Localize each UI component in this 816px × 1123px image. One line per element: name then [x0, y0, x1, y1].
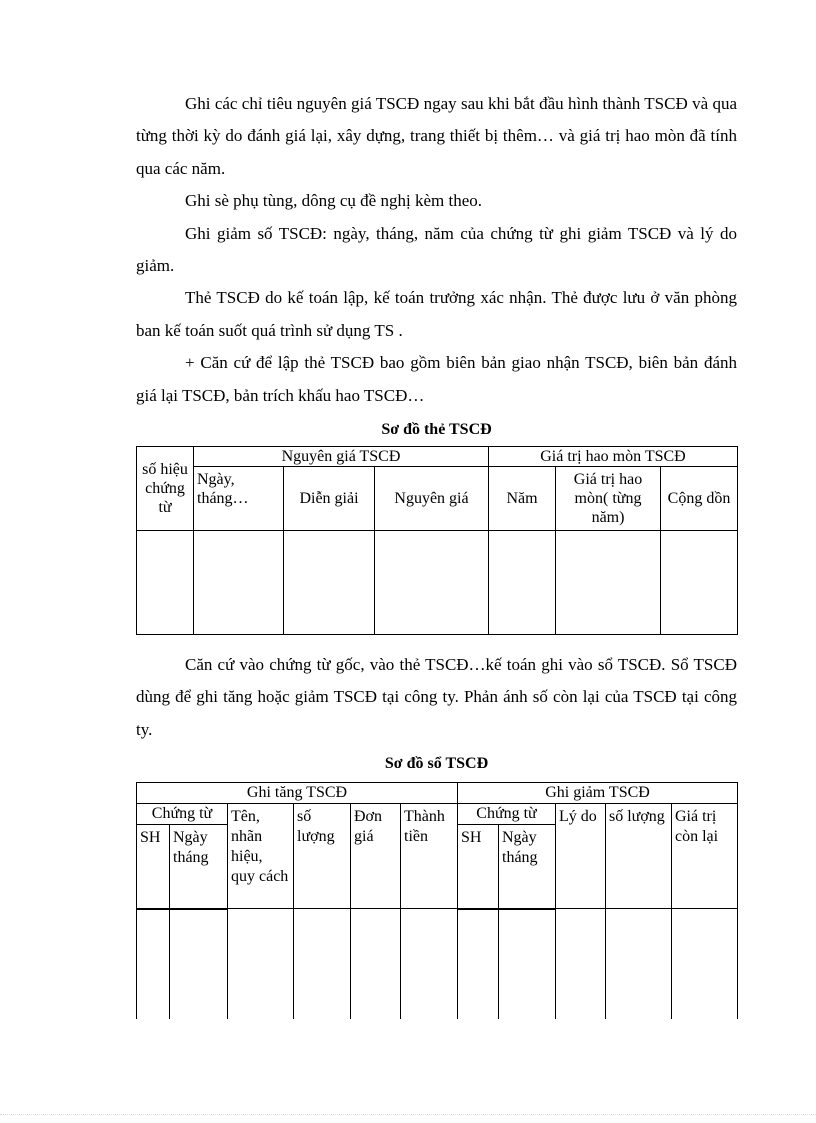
- col-ngay-thang-giam: Ngày tháng: [499, 825, 556, 909]
- col-don-gia: Đơn giá: [351, 804, 401, 909]
- table1-caption: Sơ đồ thẻ TSCĐ: [381, 421, 492, 439]
- document-page: [136, 88, 737, 1019]
- col-gia-tri-hao-mon: Giá trị hao mòn( từng năm): [556, 467, 661, 531]
- paragraph: Căn cứ vào chứng từ gốc, vào thẻ TSCĐ…kế toán ghi vào sổ TSCĐ. Sổ TSCĐ dùng để ghi tăng hoặc giảm TSCĐ tại công ty. Phản ánh số còn lại của TSCĐ tại công ty.: [136, 655, 737, 739]
- chung-tu-giam: Chứng từ: [458, 804, 556, 825]
- paragraph: Thẻ TSCĐ do kế toán lập, kế toán trưởng xác nhận. Thẻ được lưu ở văn phòng ban kế toán suốt quá trình sử dụng TS .: [136, 288, 737, 340]
- group-nguyen-gia: Nguyên giá TSCĐ: [194, 447, 489, 467]
- col-nam: Năm: [489, 467, 556, 531]
- col-sh-giam: SH: [458, 825, 499, 909]
- group-ghi-tang: Ghi tăng TSCĐ: [137, 783, 458, 804]
- paragraph: + Căn cứ để lập thẻ TSCĐ bao gồm biên bản giao nhận TSCĐ, biên bản đánh giá lại TSCĐ, bản trích khấu hao TSCĐ…: [136, 353, 737, 405]
- col-thanh-tien: Thành tiền: [401, 804, 458, 909]
- group-hao-mon: Giá trị hao mòn TSCĐ: [489, 447, 738, 467]
- col-dien-giai: Diễn giải: [284, 467, 375, 531]
- table-row: [137, 909, 738, 1019]
- table-row: [137, 531, 738, 635]
- group-ghi-giam: Ghi giảm TSCĐ: [458, 783, 738, 804]
- col-cong-don: Cộng dồn: [661, 467, 738, 531]
- paragraph: Ghi các chỉ tiêu nguyên giá TSCĐ ngay sau khi bắt đầu hình thành TSCĐ và qua từng thời kỳ do đánh giá lại, xây dựng, trang thiết bị thêm… và giá trị hao mòn đã tính qua các năm.: [136, 94, 737, 178]
- paragraph: Ghi sè phụ tùng, dông cụ đề nghị kèm theo.: [185, 191, 482, 211]
- col-ngay-thang: Ngày, tháng…: [194, 467, 284, 531]
- col-gia-tri-con-lai: Giá trị còn lại: [672, 804, 738, 909]
- paragraph: Ghi giảm số TSCĐ: ngày, tháng, năm của chứng từ ghi giảm TSCĐ và lý do giảm.: [136, 223, 737, 276]
- col-sh-tang: SH: [137, 825, 170, 909]
- col-nguyen-gia: Nguyên giá: [375, 467, 489, 531]
- col-so-hieu-chung-tu: số hiệu chứng từ: [137, 447, 194, 531]
- col-ten-nhan-hieu: Tên, nhãn hiệu, quy cách: [228, 804, 294, 909]
- col-ngay-thang-tang: Ngày tháng: [170, 825, 228, 909]
- page-footer-line: [0, 1114, 816, 1115]
- asset-ledger-table: [136, 782, 738, 1019]
- asset-card-table: [136, 446, 738, 635]
- chung-tu-tang: Chứng từ: [137, 804, 228, 825]
- col-so-luong-tang: số lượng: [294, 804, 351, 909]
- table2-caption: Sơ đồ sổ TSCĐ: [384, 755, 489, 773]
- col-ly-do: Lý do: [556, 804, 606, 909]
- col-so-luong-giam: số lượng: [606, 804, 672, 909]
